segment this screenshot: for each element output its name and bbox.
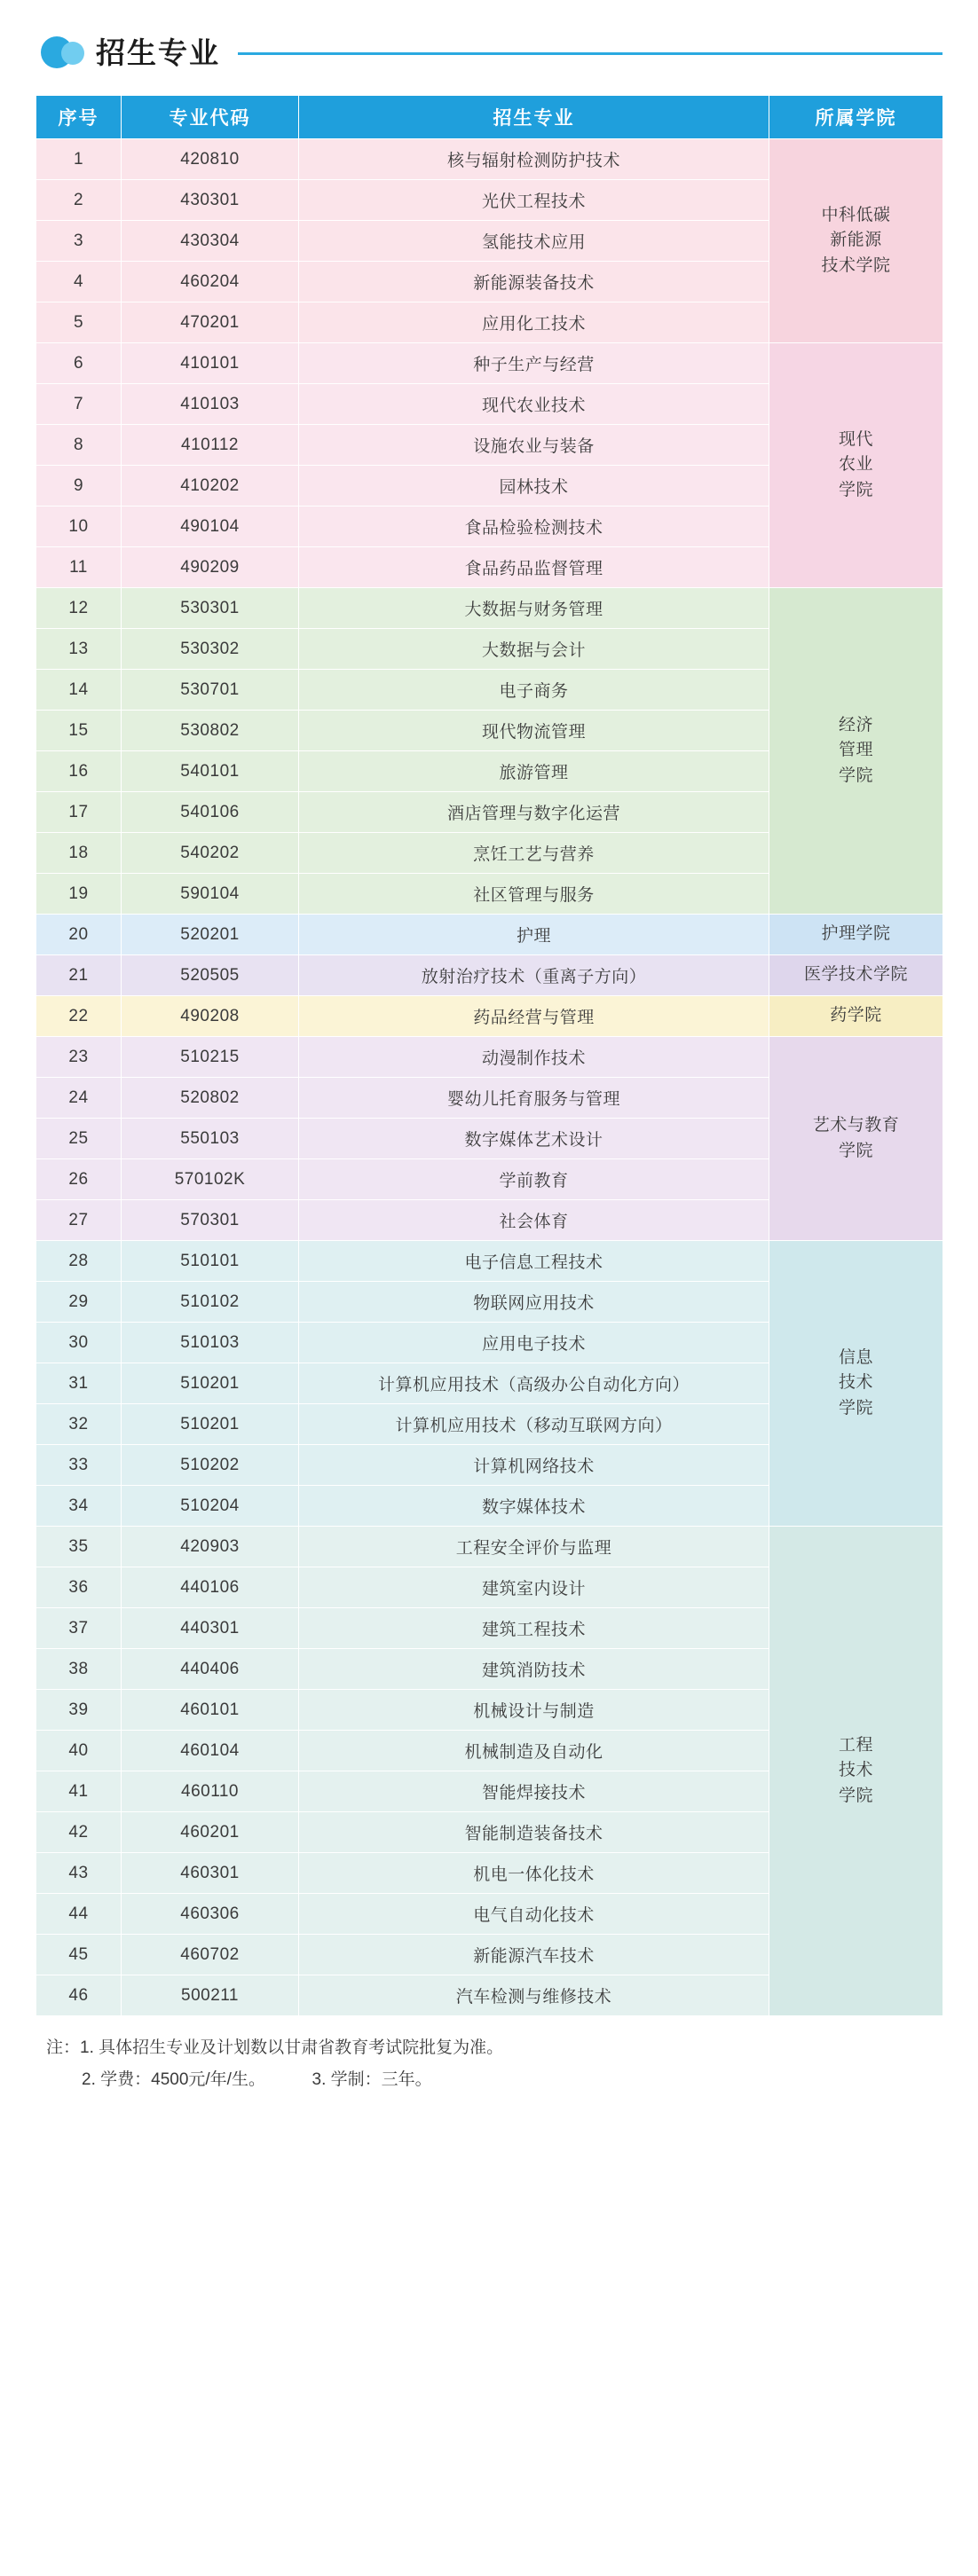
column-header-college: 所属学院 [769, 96, 943, 139]
cell-major-code: 520201 [122, 915, 299, 955]
cell-major-name: 建筑工程技术 [299, 1608, 769, 1649]
cell-major-code: 510202 [122, 1445, 299, 1486]
cell-major-name: 计算机网络技术 [299, 1445, 769, 1486]
cell-major-name: 药品经营与管理 [299, 996, 769, 1037]
cell-major-name: 建筑消防技术 [299, 1649, 769, 1690]
cell-major-code: 520802 [122, 1078, 299, 1119]
cell-major-name: 电子商务 [299, 670, 769, 711]
cell-no: 20 [36, 915, 122, 955]
cell-major-name: 电子信息工程技术 [299, 1241, 769, 1282]
column-header-code: 专业代码 [122, 96, 299, 139]
cell-major-name: 汽车检测与维修技术 [299, 1975, 769, 2016]
cell-major-name: 物联网应用技术 [299, 1282, 769, 1323]
note-line-1: 注：1. 具体招生专业及计划数以甘肃省教育考试院批复为准。 [46, 2038, 504, 2057]
cell-major-name: 食品药品监督管理 [299, 547, 769, 588]
cell-major-code: 490209 [122, 547, 299, 588]
cell-major-name: 社区管理与服务 [299, 874, 769, 915]
cell-major-code: 440106 [122, 1567, 299, 1608]
table-header [36, 96, 943, 139]
table-row [36, 915, 943, 955]
cell-no: 9 [36, 466, 122, 507]
cell-no: 27 [36, 1200, 122, 1241]
cell-no: 44 [36, 1894, 122, 1935]
cell-major-code: 430304 [122, 221, 299, 262]
table-row [36, 1527, 943, 1567]
cell-major-name: 计算机应用技术（高级办公自动化方向） [299, 1363, 769, 1404]
cell-no: 36 [36, 1567, 122, 1608]
cell-no: 10 [36, 507, 122, 547]
cell-major-code: 440406 [122, 1649, 299, 1690]
table-header-row [36, 96, 943, 139]
page-title: 招生专业 [96, 36, 220, 69]
table-row [36, 1037, 943, 1078]
cell-major-name: 大数据与会计 [299, 629, 769, 670]
cell-major-name: 现代农业技术 [299, 384, 769, 425]
cell-major-code: 500211 [122, 1975, 299, 2016]
cell-no: 5 [36, 302, 122, 343]
cell-no: 14 [36, 670, 122, 711]
cell-major-code: 510204 [122, 1486, 299, 1527]
table-body [36, 139, 943, 2016]
cell-college: 药学院 [769, 996, 943, 1037]
cell-major-name: 设施农业与装备 [299, 425, 769, 466]
cell-major-name: 园林技术 [299, 466, 769, 507]
cell-no: 16 [36, 751, 122, 792]
cell-college: 信息 技术 学院 [769, 1241, 943, 1527]
cell-major-name: 现代物流管理 [299, 711, 769, 751]
cell-major-code: 530302 [122, 629, 299, 670]
cell-major-code: 470201 [122, 302, 299, 343]
cell-major-code: 550103 [122, 1119, 299, 1159]
cell-major-code: 510201 [122, 1363, 299, 1404]
cell-no: 4 [36, 262, 122, 302]
cell-no: 37 [36, 1608, 122, 1649]
cell-college: 工程 技术 学院 [769, 1527, 943, 2016]
cell-no: 23 [36, 1037, 122, 1078]
cell-major-name: 动漫制作技术 [299, 1037, 769, 1078]
cell-no: 46 [36, 1975, 122, 2016]
cell-major-name: 新能源汽车技术 [299, 1935, 769, 1975]
table-row [36, 996, 943, 1037]
cell-major-name: 智能焊接技术 [299, 1771, 769, 1812]
cell-no: 8 [36, 425, 122, 466]
cell-no: 42 [36, 1812, 122, 1853]
cell-major-name: 应用化工技术 [299, 302, 769, 343]
cell-no: 41 [36, 1771, 122, 1812]
cell-major-code: 460201 [122, 1812, 299, 1853]
cell-major-code: 420903 [122, 1527, 299, 1567]
note-line-2: 2. 学费：4500元/年/生。 [82, 2070, 265, 2090]
cell-major-code: 460301 [122, 1853, 299, 1894]
cell-major-name: 氢能技术应用 [299, 221, 769, 262]
cell-no: 25 [36, 1119, 122, 1159]
cell-major-code: 410112 [122, 425, 299, 466]
cell-no: 19 [36, 874, 122, 915]
cell-major-code: 540101 [122, 751, 299, 792]
cell-major-code: 590104 [122, 874, 299, 915]
cell-major-code: 510101 [122, 1241, 299, 1282]
circle-secondary-icon [61, 42, 84, 65]
cell-major-name: 数字媒体艺术设计 [299, 1119, 769, 1159]
cell-major-code: 520505 [122, 955, 299, 996]
cell-major-name: 电气自动化技术 [299, 1894, 769, 1935]
cell-major-code: 540106 [122, 792, 299, 833]
cell-major-code: 460104 [122, 1731, 299, 1771]
cell-major-name: 工程安全评价与监理 [299, 1527, 769, 1567]
cell-no: 38 [36, 1649, 122, 1690]
cell-no: 32 [36, 1404, 122, 1445]
cell-major-name: 新能源装备技术 [299, 262, 769, 302]
cell-major-name: 大数据与财务管理 [299, 588, 769, 629]
cell-major-name: 烹饪工艺与营养 [299, 833, 769, 874]
cell-major-code: 460702 [122, 1935, 299, 1975]
cell-major-name: 婴幼儿托育服务与管理 [299, 1078, 769, 1119]
cell-college: 现代 农业 学院 [769, 343, 943, 588]
cell-no: 40 [36, 1731, 122, 1771]
cell-major-code: 410103 [122, 384, 299, 425]
cell-major-code: 430301 [122, 180, 299, 221]
cell-major-name: 种子生产与经营 [299, 343, 769, 384]
cell-no: 28 [36, 1241, 122, 1282]
cell-major-code: 570102K [122, 1159, 299, 1200]
cell-major-name: 数字媒体技术 [299, 1486, 769, 1527]
cell-major-name: 光伏工程技术 [299, 180, 769, 221]
cell-major-name: 酒店管理与数字化运营 [299, 792, 769, 833]
cell-no: 21 [36, 955, 122, 996]
cell-major-name: 计算机应用技术（移动互联网方向） [299, 1404, 769, 1445]
cell-no: 33 [36, 1445, 122, 1486]
table-row [36, 955, 943, 996]
cell-major-name: 机电一体化技术 [299, 1853, 769, 1894]
page-header [35, 0, 943, 95]
cell-major-code: 510201 [122, 1404, 299, 1445]
cell-no: 30 [36, 1323, 122, 1363]
cell-no: 12 [36, 588, 122, 629]
cell-major-name: 食品检验检测技术 [299, 507, 769, 547]
cell-major-code: 490208 [122, 996, 299, 1037]
cell-major-code: 420810 [122, 139, 299, 180]
notes-section [35, 2016, 943, 2123]
cell-major-name: 智能制造装备技术 [299, 1812, 769, 1853]
cell-no: 24 [36, 1078, 122, 1119]
table-row [36, 588, 943, 629]
cell-no: 35 [36, 1527, 122, 1567]
cell-college: 护理学院 [769, 915, 943, 955]
cell-no: 1 [36, 139, 122, 180]
cell-major-code: 510102 [122, 1282, 299, 1323]
cell-no: 7 [36, 384, 122, 425]
cell-no: 34 [36, 1486, 122, 1527]
cell-no: 15 [36, 711, 122, 751]
cell-no: 13 [36, 629, 122, 670]
cell-major-code: 530301 [122, 588, 299, 629]
cell-major-code: 460101 [122, 1690, 299, 1731]
cell-major-code: 570301 [122, 1200, 299, 1241]
header-divider [238, 52, 943, 55]
cell-no: 22 [36, 996, 122, 1037]
cell-major-name: 社会体育 [299, 1200, 769, 1241]
cell-major-name: 机械制造及自动化 [299, 1731, 769, 1771]
table-row [36, 1241, 943, 1282]
cell-major-name: 建筑室内设计 [299, 1567, 769, 1608]
cell-major-code: 410101 [122, 343, 299, 384]
cell-no: 11 [36, 547, 122, 588]
cell-no: 43 [36, 1853, 122, 1894]
note-line-3: 3. 学制：三年。 [312, 2070, 432, 2090]
cell-major-name: 机械设计与制造 [299, 1690, 769, 1731]
cell-major-code: 460306 [122, 1894, 299, 1935]
cell-major-name: 放射治疗技术（重离子方向） [299, 955, 769, 996]
cell-major-name: 学前教育 [299, 1159, 769, 1200]
cell-major-name: 核与辐射检测防护技术 [299, 139, 769, 180]
cell-no: 2 [36, 180, 122, 221]
cell-major-code: 510215 [122, 1037, 299, 1078]
cell-major-name: 旅游管理 [299, 751, 769, 792]
double-circle-icon [41, 33, 96, 70]
cell-no: 3 [36, 221, 122, 262]
cell-no: 29 [36, 1282, 122, 1323]
cell-no: 31 [36, 1363, 122, 1404]
cell-major-code: 510103 [122, 1323, 299, 1363]
cell-no: 39 [36, 1690, 122, 1731]
cell-college: 经济 管理 学院 [769, 588, 943, 915]
table-row [36, 139, 943, 180]
cell-major-code: 460110 [122, 1771, 299, 1812]
column-header-major: 招生专业 [299, 96, 769, 139]
column-header-no: 序号 [36, 96, 122, 139]
cell-major-code: 440301 [122, 1608, 299, 1649]
cell-major-code: 410202 [122, 466, 299, 507]
cell-college: 中科低碳 新能源 技术学院 [769, 139, 943, 343]
table-row [36, 343, 943, 384]
cell-college: 艺术与教育 学院 [769, 1037, 943, 1241]
cell-major-code: 540202 [122, 833, 299, 874]
cell-major-code: 530701 [122, 670, 299, 711]
cell-no: 45 [36, 1935, 122, 1975]
cell-major-code: 460204 [122, 262, 299, 302]
cell-no: 6 [36, 343, 122, 384]
cell-major-name: 护理 [299, 915, 769, 955]
cell-major-name: 应用电子技术 [299, 1323, 769, 1363]
cell-major-code: 530802 [122, 711, 299, 751]
cell-college: 医学技术学院 [769, 955, 943, 996]
cell-no: 18 [36, 833, 122, 874]
note-line-2-3 [46, 2064, 943, 2096]
cell-major-code: 490104 [122, 507, 299, 547]
majors-table [35, 95, 943, 2016]
cell-no: 26 [36, 1159, 122, 1200]
cell-no: 17 [36, 792, 122, 833]
